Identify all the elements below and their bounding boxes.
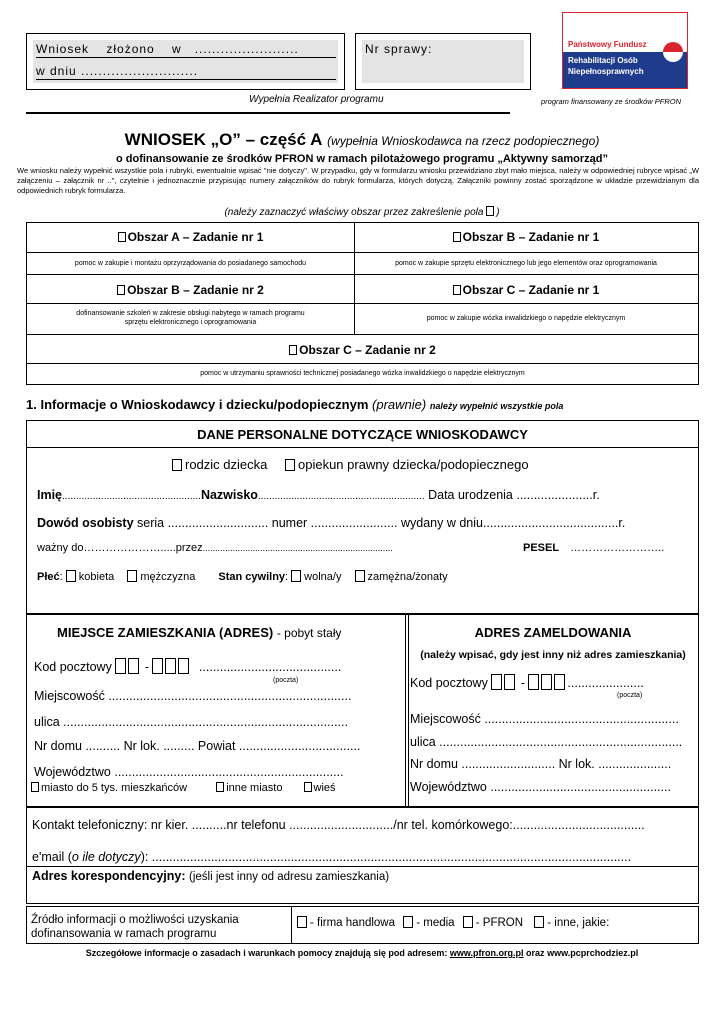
residence-title: MIEJSCE ZAMIESZKANIA (ADRES) - pobyt stały: [57, 625, 342, 640]
pesel-label: PESEL: [523, 542, 560, 554]
source-media-option[interactable]: - media: [403, 917, 454, 929]
name-row: [37, 488, 600, 502]
residence-city-field[interactable]: Miejscowość ......................................................................: [34, 689, 352, 703]
role-guardian-option[interactable]: opiekun prawny dziecka/podopiecznego: [285, 457, 529, 472]
area-desc-c1: pomoc w zakupie wózka inwalidzkiego o napędzie elektrycznym: [426, 315, 626, 322]
area-desc-b1: pomoc w zakupie sprzętu elektronicznego lub jego elementów oraz oprogramowania: [395, 260, 657, 267]
sex-label: Płeć: [37, 571, 60, 583]
area-note-text: (należy zaznaczyć właściwy obszar przez zakreślenie pola: [224, 207, 484, 218]
areas-table: [26, 222, 699, 385]
valid-until-field[interactable]: ważny do………………….....: [37, 542, 176, 554]
pesel-field[interactable]: ……………………..: [570, 542, 665, 554]
section-1-paren: (prawnie): [372, 397, 427, 412]
email-row: e'mail (o ile dotyczy): ..........................................................................................................................................: [32, 850, 632, 864]
address-box: [26, 614, 699, 807]
sex-female-option[interactable]: kobieta: [66, 571, 114, 583]
last-name-field[interactable]: ............................................................: [257, 491, 425, 502]
form-title: [0, 130, 724, 150]
civil-married-option[interactable]: zamężna/żonaty: [355, 571, 448, 583]
registration-note: (należy wpisać, gdy jest inny niż adres zamieszkania): [420, 649, 686, 661]
submission-date-field[interactable]: w dniu ...........................: [36, 64, 199, 78]
form-subtitle: o dofinansowanie ze środków PFRON w ramach pilotażowego programu „Aktywny samorząd”: [115, 153, 609, 165]
id-row: [37, 516, 625, 530]
issued-by-label: przez: [175, 542, 203, 554]
applicant-role: [172, 457, 529, 472]
first-name-label: Imię: [37, 488, 63, 502]
contact-box: [26, 807, 699, 904]
registration-province-field[interactable]: Województwo ....................................................: [410, 780, 671, 794]
form-title-note: (wypełnia Wnioskodawca na rzecz podopiecznego): [327, 134, 600, 148]
checkbox-icon: [486, 206, 494, 216]
registration-postal-label: Kod pocztowy: [410, 676, 488, 690]
residence-house-field[interactable]: Nr domu .......... Nr lok. ......... Powiat ...................................: [34, 739, 361, 753]
logo-circle-icon: [661, 39, 685, 67]
section-1-note: należy wypełnić wszystkie pola: [429, 401, 564, 411]
area-desc-b2: dofinansowanie szkoleń w zakresie obsługi nabytego w ramach programu sprzętu elektronicznego i oprogramowania: [76, 310, 305, 326]
locality-village-option[interactable]: wieś: [304, 782, 336, 794]
residence-poczta-hint: (poczta): [273, 677, 299, 684]
filled-by-note: Wypełnia Realizator programu: [249, 94, 384, 105]
area-option-b1[interactable]: Obszar B – Zadanie nr 1: [354, 230, 698, 244]
residence-province-field[interactable]: Województwo ..................................................................: [34, 765, 344, 779]
area-note: (należy zaznaczyć właściwy obszar przez zakreślenie pola ): [224, 207, 500, 218]
civil-status-label: Stan cywilny: [218, 571, 286, 583]
source-other-option[interactable]: - inne, jakie:: [534, 917, 609, 929]
section-1-heading: [26, 397, 563, 412]
area-option-a1[interactable]: Obszar A – Zadanie nr 1: [27, 230, 354, 244]
case-number-field[interactable]: Nr sprawy:: [365, 42, 433, 56]
pfron-logo: [562, 12, 688, 89]
footer-info: Szczegółowe informacje o zasadach i warunkach pomocy znajdują się pod adresem: www.pfron.org.pl oraz www.pcprchodziez.pl: [85, 948, 639, 958]
registration-postal-code-input[interactable]: -: [491, 676, 567, 690]
id-card-fields[interactable]: seria ............................. numer ......................... wydany w dniu.......................................r.: [137, 516, 626, 530]
area-option-c1[interactable]: Obszar C – Zadanie nr 1: [354, 283, 698, 297]
phone-field[interactable]: Kontakt telefoniczny: nr kier. ..........nr telefonu ............................../nr tel. komórkowego:......................................: [32, 818, 645, 832]
case-number-box: [355, 33, 531, 90]
locality-other-town-option[interactable]: inne miasto: [216, 782, 282, 794]
last-name-label: Nazwisko: [200, 488, 258, 502]
birth-date-field[interactable]: Data urodzenia ......................r.: [428, 488, 600, 502]
submitted-field[interactable]: Wniosek złożono w ........................: [36, 42, 299, 56]
residence-post-office-field[interactable]: .........................................: [198, 660, 342, 674]
logo-line-2: Rehabilitacji Osób: [568, 56, 638, 65]
sex-male-option[interactable]: mężczyzna: [127, 571, 195, 583]
info-source-label: Źródło informacji o możliwości uzyskania dofinansowania w ramach programu: [31, 914, 239, 940]
funding-note: program finansowany ze środków PFRON: [541, 97, 682, 106]
id-card-label: Dowód osobisty: [37, 516, 134, 530]
locality-type-row: [31, 782, 336, 794]
first-name-field[interactable]: ..................................................: [62, 491, 201, 502]
role-parent-option[interactable]: rodzic dziecka: [172, 457, 267, 472]
registration-poczta-hint: (poczta): [617, 692, 643, 699]
registration-street-field[interactable]: ulica ......................................................................: [410, 735, 683, 749]
area-desc-c2: pomoc w utrzymaniu sprawności technicznej posiadanego wózka inwalidzkiego o napędzie elektrycznym: [200, 370, 525, 377]
correspondence-row[interactable]: Adres korespondencyjny: (jeśli jest inny od adresu zamieszkania): [32, 869, 390, 883]
personal-data-box: [26, 420, 699, 614]
area-option-b2[interactable]: Obszar B – Zadanie nr 2: [27, 283, 354, 297]
sex-civil-row: Płeć: kobieta mężczyzna Stan cywilny: wolna/y zamężna/żonaty: [37, 571, 448, 583]
logo-line-1: Państwowy Fundusz: [568, 40, 647, 49]
personal-data-title: DANE PERSONALNE DOTYCZĄCE WNIOSKODAWCY: [197, 427, 528, 442]
registration-house-field[interactable]: Nr domu ........................... Nr lok. .....................: [410, 757, 672, 771]
email-field[interactable]: ): ..........................................................................................................................................: [140, 850, 632, 864]
section-1-title: 1. Informacje o Wnioskodawcy i dziecku/podopiecznym: [26, 397, 369, 412]
residence-street-field[interactable]: ulica ..................................................................................: [34, 715, 348, 729]
pcpr-link[interactable]: www.pcprchodziez.pl: [547, 948, 639, 958]
source-pfron-option[interactable]: - PFRON: [463, 917, 523, 929]
issued-by-field[interactable]: ............................................................................: [202, 543, 393, 553]
area-desc-a1: pomoc w zakupie i montażu oprzyrządowania do posiadanego samochodu: [74, 260, 307, 267]
header-rule: [26, 112, 510, 114]
submission-box: [26, 33, 345, 90]
validity-row: [37, 542, 393, 554]
logo-line-3: Niepełnosprawnych: [568, 67, 644, 76]
instructions: We wniosku należy wypełnić wszystkie pola i rubryki, ewentualnie wpisać "nie dotyczy". W przypadku, gdy w formularzu wniosku przewidziano zbyt mało miejsca, należy w odpowiedniej rubryce wpisać „W załączeniu – załącznik nr ..", czytelnie i jednoznacznie przypisując numery załączników do rubryk formularza, których dotyczą. Załączniki powinny zostać sporządzone w układzie przewidzianym dla odpowiednich rubryk formularza.: [17, 166, 699, 195]
info-source-box: [26, 906, 699, 944]
residence-postal-row: [34, 658, 341, 674]
registration-title: ADRES ZAMELDOWANIA: [474, 625, 632, 640]
residence-postal-label: Kod pocztowy: [34, 660, 112, 674]
registration-postal-row: [410, 674, 644, 690]
source-company-option[interactable]: - firma handlowa: [297, 917, 395, 929]
civil-single-option[interactable]: wolna/y: [291, 571, 341, 583]
locality-small-town-option[interactable]: miasto do 5 tys. mieszkańców: [31, 782, 187, 794]
pesel-row: [523, 542, 664, 554]
registration-city-field[interactable]: Miejscowość ........................................................: [410, 712, 679, 726]
area-option-c2[interactable]: Obszar C – Zadanie nr 2: [27, 343, 698, 357]
residence-postal-code-input[interactable]: -: [115, 660, 191, 674]
form-title-main: WNIOSEK „O” – część A: [124, 130, 323, 149]
registration-post-office-field[interactable]: ......................: [567, 676, 644, 690]
info-source-options: [297, 916, 609, 929]
pfron-link[interactable]: www.pfron.org.pl: [449, 948, 524, 958]
